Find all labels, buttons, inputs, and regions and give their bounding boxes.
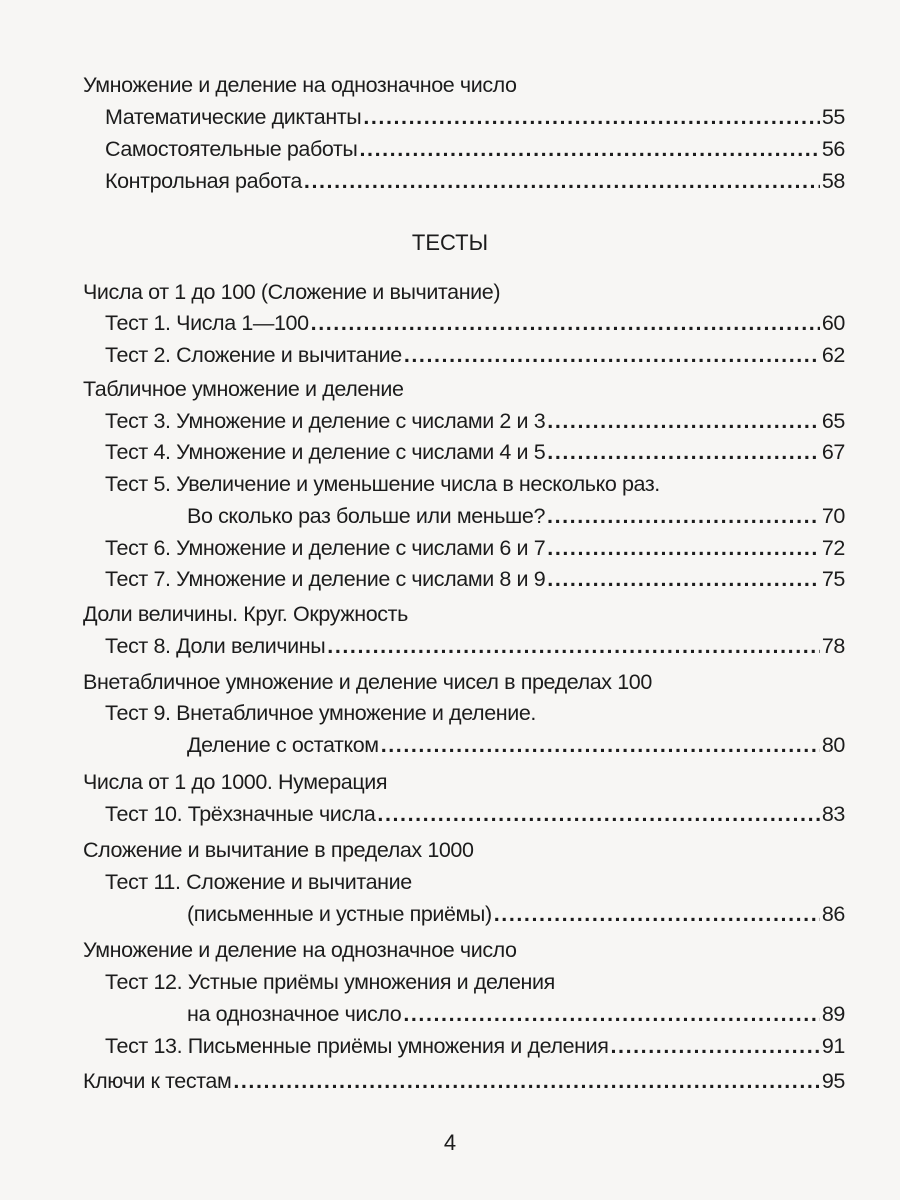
section-heading: ТЕСТЫ bbox=[411, 230, 489, 255]
entry-page: 86 bbox=[821, 902, 845, 926]
entry-title: Тест 6. Умножение и деление с числами 6 и 7 bbox=[105, 536, 546, 560]
entry-title: Тест 4. Умножение и деление с числами 4 и 5 bbox=[105, 440, 546, 464]
dot-leader bbox=[547, 501, 820, 531]
toc-entry bbox=[105, 698, 845, 728]
toc-entry bbox=[105, 631, 845, 661]
entry-title: Тест 7. Умножение и деление с числами 8 и 9 bbox=[105, 567, 546, 591]
dot-leader bbox=[547, 437, 820, 467]
entry-title: Самостоятельные работы bbox=[105, 137, 358, 161]
toc-entry bbox=[187, 730, 845, 760]
toc-entry bbox=[187, 501, 845, 531]
toc-section bbox=[83, 1066, 845, 1096]
toc-section bbox=[83, 835, 845, 865]
entry-title: на однозначное число bbox=[187, 1002, 402, 1026]
entry-title: Тест 3. Умножение и деление с числами 2 и 3 bbox=[105, 409, 546, 433]
entry-title: Тест 10. Трёхзначные числа bbox=[105, 802, 376, 826]
dot-leader bbox=[327, 631, 820, 661]
toc-section bbox=[83, 277, 845, 307]
toc-section bbox=[83, 667, 845, 697]
entry-page: 67 bbox=[821, 440, 845, 464]
entry-title: Умножение и деление на однозначное число bbox=[83, 938, 517, 962]
dot-leader bbox=[547, 406, 820, 436]
toc-section bbox=[83, 935, 845, 965]
page-number: 4 bbox=[443, 1130, 457, 1155]
entry-page: 78 bbox=[821, 634, 845, 658]
toc-entry bbox=[105, 564, 845, 594]
entry-title: Внетабличное умножение и деление чисел в пределах 100 bbox=[83, 670, 652, 694]
toc-entry bbox=[105, 867, 845, 897]
entry-title: Тест 13. Письменные приёмы умножения и деления bbox=[105, 1034, 609, 1058]
entry-title: Числа от 1 до 100 (Сложение и вычитание) bbox=[83, 280, 501, 304]
entry-title: Тест 2. Сложение и вычитание bbox=[105, 343, 402, 367]
toc-entry bbox=[105, 406, 845, 436]
entry-page: 65 bbox=[821, 409, 845, 433]
dot-leader bbox=[611, 1031, 820, 1061]
toc-section bbox=[83, 374, 845, 404]
dot-leader bbox=[360, 134, 820, 164]
dot-leader bbox=[363, 102, 820, 132]
entry-title: Математические диктанты bbox=[105, 105, 362, 129]
dot-leader bbox=[494, 899, 820, 929]
entry-page: 72 bbox=[821, 536, 845, 560]
dot-leader bbox=[381, 730, 820, 760]
entry-title: Тест 8. Доли величины bbox=[105, 634, 326, 658]
toc-entry bbox=[105, 799, 845, 829]
entry-page: 58 bbox=[821, 169, 845, 193]
toc-section bbox=[83, 767, 845, 797]
entry-page: 80 bbox=[821, 733, 845, 757]
entry-title: Тест 12. Устные приёмы умножения и деления bbox=[105, 970, 555, 994]
entry-title: Ключи к тестам bbox=[83, 1069, 232, 1093]
dot-leader bbox=[233, 1066, 820, 1096]
toc-entry bbox=[105, 102, 845, 132]
entry-title: Тест 9. Внетабличное умножение и деление. bbox=[105, 701, 536, 725]
toc-entry bbox=[187, 899, 845, 929]
entry-title: Доли величины. Круг. Окружность bbox=[83, 602, 408, 626]
toc-entry bbox=[187, 999, 845, 1029]
entry-title: Деление с остатком bbox=[187, 733, 379, 757]
toc-section bbox=[83, 599, 845, 629]
dot-leader bbox=[377, 799, 819, 829]
entry-page: 62 bbox=[821, 343, 845, 367]
dot-leader bbox=[547, 564, 820, 594]
toc-entry bbox=[105, 134, 845, 164]
entry-page: 70 bbox=[821, 504, 845, 528]
entry-title: Тест 1. Числа 1—100 bbox=[105, 311, 309, 335]
toc-entry bbox=[105, 437, 845, 467]
entry-title: Числа от 1 до 1000. Нумерация bbox=[83, 770, 388, 794]
entry-page: 60 bbox=[821, 311, 845, 335]
entry-page: 75 bbox=[821, 567, 845, 591]
toc-entry bbox=[105, 469, 845, 499]
toc-entry bbox=[105, 967, 845, 997]
dot-leader bbox=[304, 166, 820, 196]
entry-title: Контрольная работа bbox=[105, 169, 302, 193]
entry-page: 91 bbox=[821, 1034, 845, 1058]
entry-title: Во сколько раз больше или меньше? bbox=[187, 504, 546, 528]
entry-title: Сложение и вычитание в пределах 1000 bbox=[83, 838, 474, 862]
entry-page: 83 bbox=[821, 802, 845, 826]
toc-entry bbox=[105, 340, 845, 370]
entry-page: 56 bbox=[821, 137, 845, 161]
toc-entry bbox=[105, 308, 845, 338]
entry-page: 55 bbox=[821, 105, 845, 129]
entry-page: 89 bbox=[821, 1002, 845, 1026]
entry-title: Умножение и деление на однозначное число bbox=[83, 73, 517, 97]
entry-title: (письменные и устные приёмы) bbox=[187, 902, 492, 926]
entry-page: 95 bbox=[821, 1069, 845, 1093]
dot-leader bbox=[311, 308, 820, 338]
entry-title: Тест 11. Сложение и вычитание bbox=[105, 870, 412, 894]
toc-entry bbox=[105, 533, 845, 563]
dot-leader bbox=[404, 340, 820, 370]
dot-leader bbox=[403, 999, 820, 1029]
toc-section bbox=[83, 70, 845, 100]
toc-entry bbox=[105, 166, 845, 196]
entry-title: Табличное умножение и деление bbox=[83, 377, 404, 401]
toc-entry bbox=[105, 1031, 845, 1061]
entry-title: Тест 5. Увеличение и уменьшение числа в несколько раз. bbox=[105, 472, 660, 496]
dot-leader bbox=[547, 533, 820, 563]
